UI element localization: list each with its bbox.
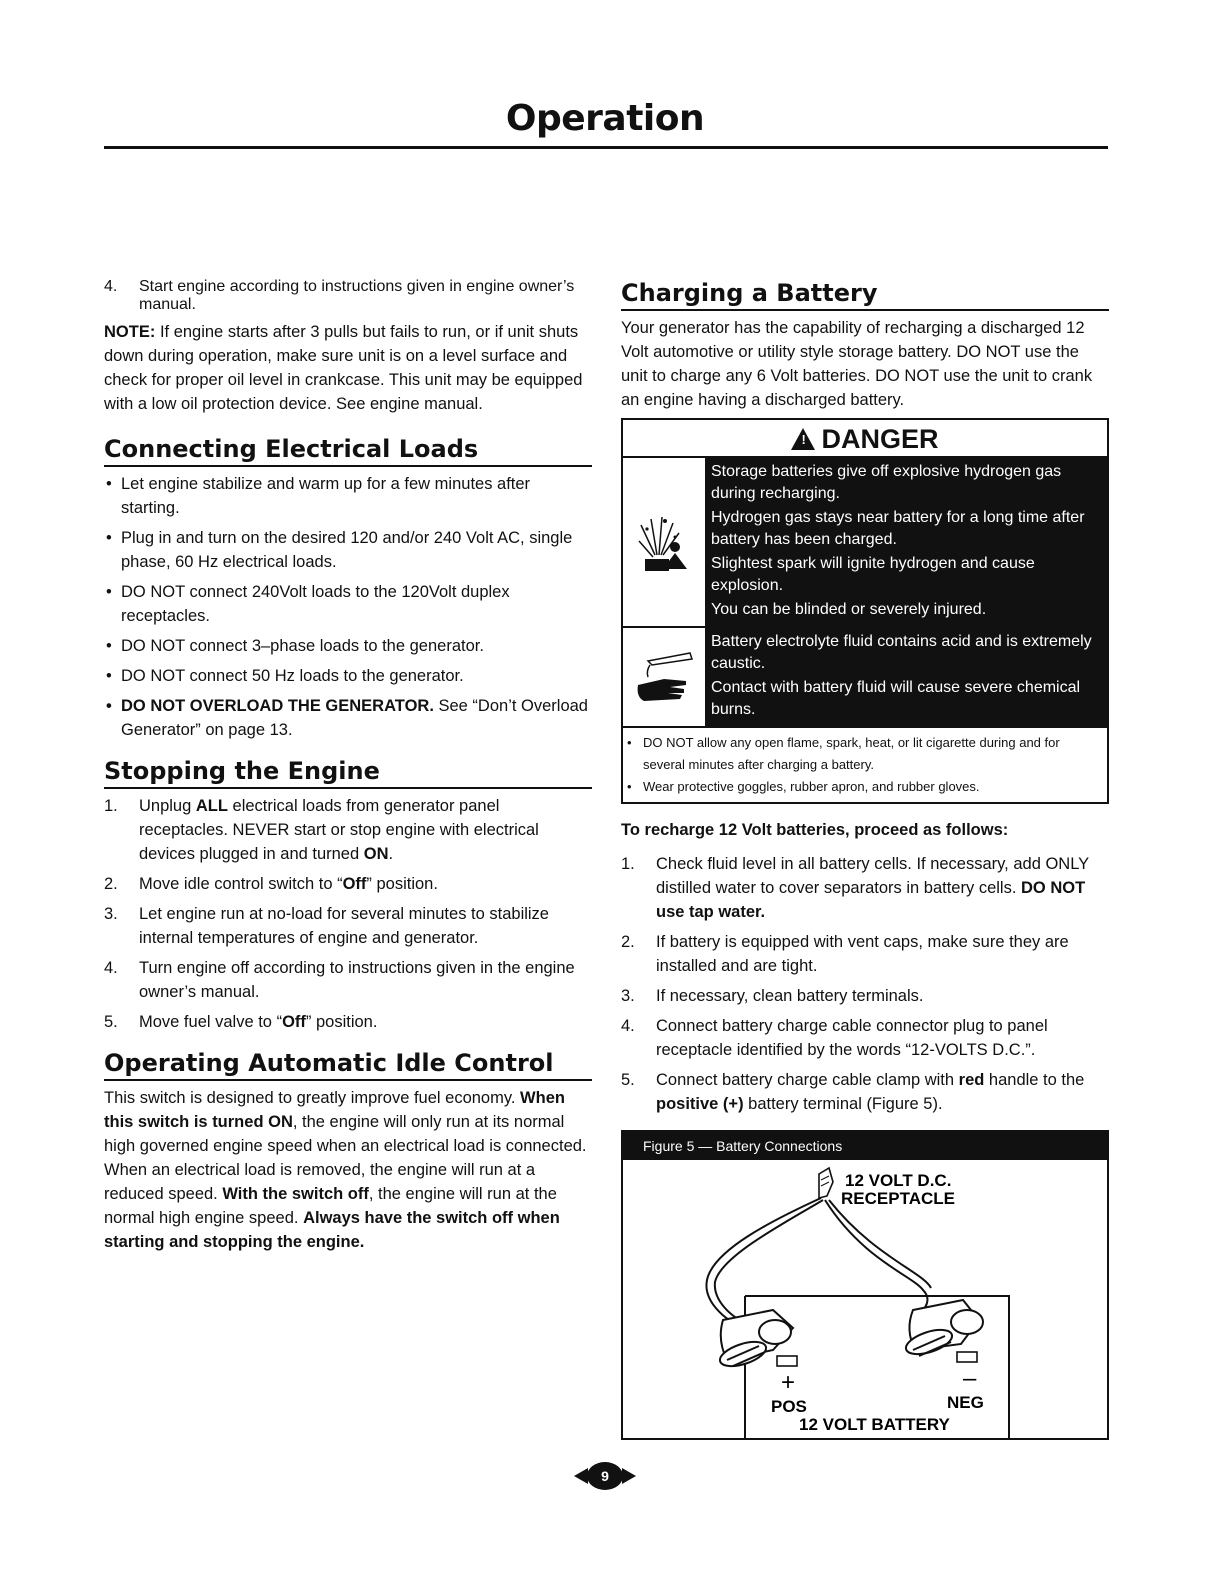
list-item: 5. Connect battery charge cable clamp with red handle to the positive (+) battery terminal (Figure 5). (621, 1071, 1085, 1113)
list-item: • DO NOT connect 3–phase loads to the generator. (106, 637, 484, 655)
danger-row-explosion (623, 458, 1107, 628)
list-item: 4. Connect battery charge cable connector plug to panel receptacle identified by the words “12-VOLTS D.C.”. (621, 1017, 1048, 1059)
danger-box (621, 418, 1109, 804)
left-column (104, 278, 592, 1254)
battery-diagram (623, 1160, 1107, 1438)
pos-label: POS (771, 1397, 807, 1416)
step-4 (104, 278, 592, 314)
minus-sign: – (963, 1365, 977, 1392)
section-title-connecting: Connecting Electrical Loads (104, 434, 592, 467)
danger-bullets (623, 728, 1107, 802)
list-item: • Let engine stabilize and warm up for a few minutes after starting. (106, 475, 531, 517)
idle-control-paragraph: This switch is designed to greatly improve fuel economy. When this switch is turned ON, the engine will only run at its normal high governed engine speed when an electrical load is connected. When an electrical load is removed, the engine will run at a reduced speed. With the switch off, the engine will run at the normal high engine speed. Always have the switch off when starting and stopping the engine. (104, 1089, 587, 1251)
section-title-stopping: Stopping the Engine (104, 756, 592, 789)
figure-caption: Figure 5 — Battery Connections (623, 1132, 1107, 1160)
list-item: 3. If necessary, clean battery terminals. (621, 987, 924, 1005)
danger-header (623, 420, 1107, 458)
list-item: 1. Check fluid level in all battery cells. If necessary, add ONLY distilled water to cover separators in battery cells. DO NOT use tap water. (621, 855, 1089, 921)
recharge-heading: To recharge 12 Volt batteries, proceed as follows: (621, 821, 1009, 839)
figure-illustration (623, 1160, 1107, 1438)
list-item: • Wear protective goggles, rubber apron, and rubber gloves. (627, 779, 980, 794)
list-item: 3. Let engine run at no-load for several minutes to stabilize internal temperatures of engine and generator. (104, 905, 549, 947)
list-item: • DO NOT OVERLOAD THE GENERATOR. See “Don’t Overload Generator” on page 13. (106, 697, 588, 739)
right-column (621, 278, 1109, 1440)
page-title: Operation (505, 98, 705, 139)
list-item: 2. Move idle control switch to “Off” position. (104, 875, 438, 893)
list-item: 5. Move fuel valve to “Off” position. (104, 1013, 378, 1031)
step-text: Start engine according to instructions given in engine owner’s manual. (139, 278, 575, 313)
list-item: • DO NOT connect 240Volt loads to the 120Volt duplex receptacles. (106, 583, 510, 625)
list-item: • Plug in and turn on the desired 120 and/or 240 Volt AC, single phase, 60 Hz electrical loads. (106, 529, 573, 571)
plus-sign: + (781, 1369, 796, 1396)
danger-label: DANGER (821, 424, 939, 454)
recharge-steps (621, 852, 1109, 1116)
list-item: • DO NOT allow any open flame, spark, heat, or lit cigarette during and for several minutes after charging a battery. (627, 735, 1060, 772)
step-number: 4. (104, 278, 118, 295)
note-text: If engine starts after 3 pulls but fails to run, or if unit shuts down during operation, make sure unit is on a level surface and check for proper oil level in crankcase. This unit may be equipped with a low oil protection device. See engine manual. (104, 323, 583, 413)
neg-label: NEG (947, 1393, 984, 1412)
danger-text-explosion: Storage batteries give off explosive hydrogen gas during recharging. Hydrogen gas stays near battery for a long time after battery has been charged. Slightest spark will ignite hydrogen and cause explosion. You can be blinded or severely injured. (705, 458, 1107, 626)
connecting-list (104, 472, 592, 742)
explosion-icon (623, 458, 705, 626)
section-title-charging: Charging a Battery (621, 278, 1109, 311)
note-paragraph (104, 320, 592, 416)
warning-triangle-icon (791, 428, 815, 450)
section-title-idle-control: Operating Automatic Idle Control (104, 1048, 592, 1081)
list-item: 2. If battery is equipped with vent caps, make sure they are installed and are tight. (621, 933, 1069, 975)
note-label: NOTE: (104, 323, 156, 341)
figure-battery-connections (621, 1130, 1109, 1440)
list-item: 4. Turn engine off according to instructions given in the engine owner’s manual. (104, 959, 575, 1001)
list-item: 1. Unplug ALL electrical loads from generator panel receptacles. NEVER start or stop engine with electrical devices plugged in and turned ON. (104, 797, 539, 863)
charging-intro: Your generator has the capability of recharging a discharged 12 Volt automotive or utility style storage battery. DO NOT use the unit to charge any 6 Volt batteries. DO NOT use the unit to crank an engine having a discharged battery. (621, 319, 1093, 409)
page-number-text: 9 (601, 1468, 609, 1484)
stopping-steps (104, 794, 592, 1034)
title-rule (104, 146, 1108, 149)
page-number (574, 1462, 636, 1490)
acid-burn-icon (623, 628, 705, 726)
receptacle-label-1: 12 VOLT D.C. (845, 1171, 952, 1190)
receptacle-label-2: RECEPTACLE (841, 1189, 955, 1208)
battery-label: 12 VOLT BATTERY (799, 1415, 950, 1434)
list-item: • DO NOT connect 50 Hz loads to the generator. (106, 667, 464, 685)
danger-text-acid: Battery electrolyte fluid contains acid and is extremely caustic. Contact with battery fluid will cause severe chemical burns. (705, 628, 1107, 726)
danger-row-acid (623, 628, 1107, 728)
